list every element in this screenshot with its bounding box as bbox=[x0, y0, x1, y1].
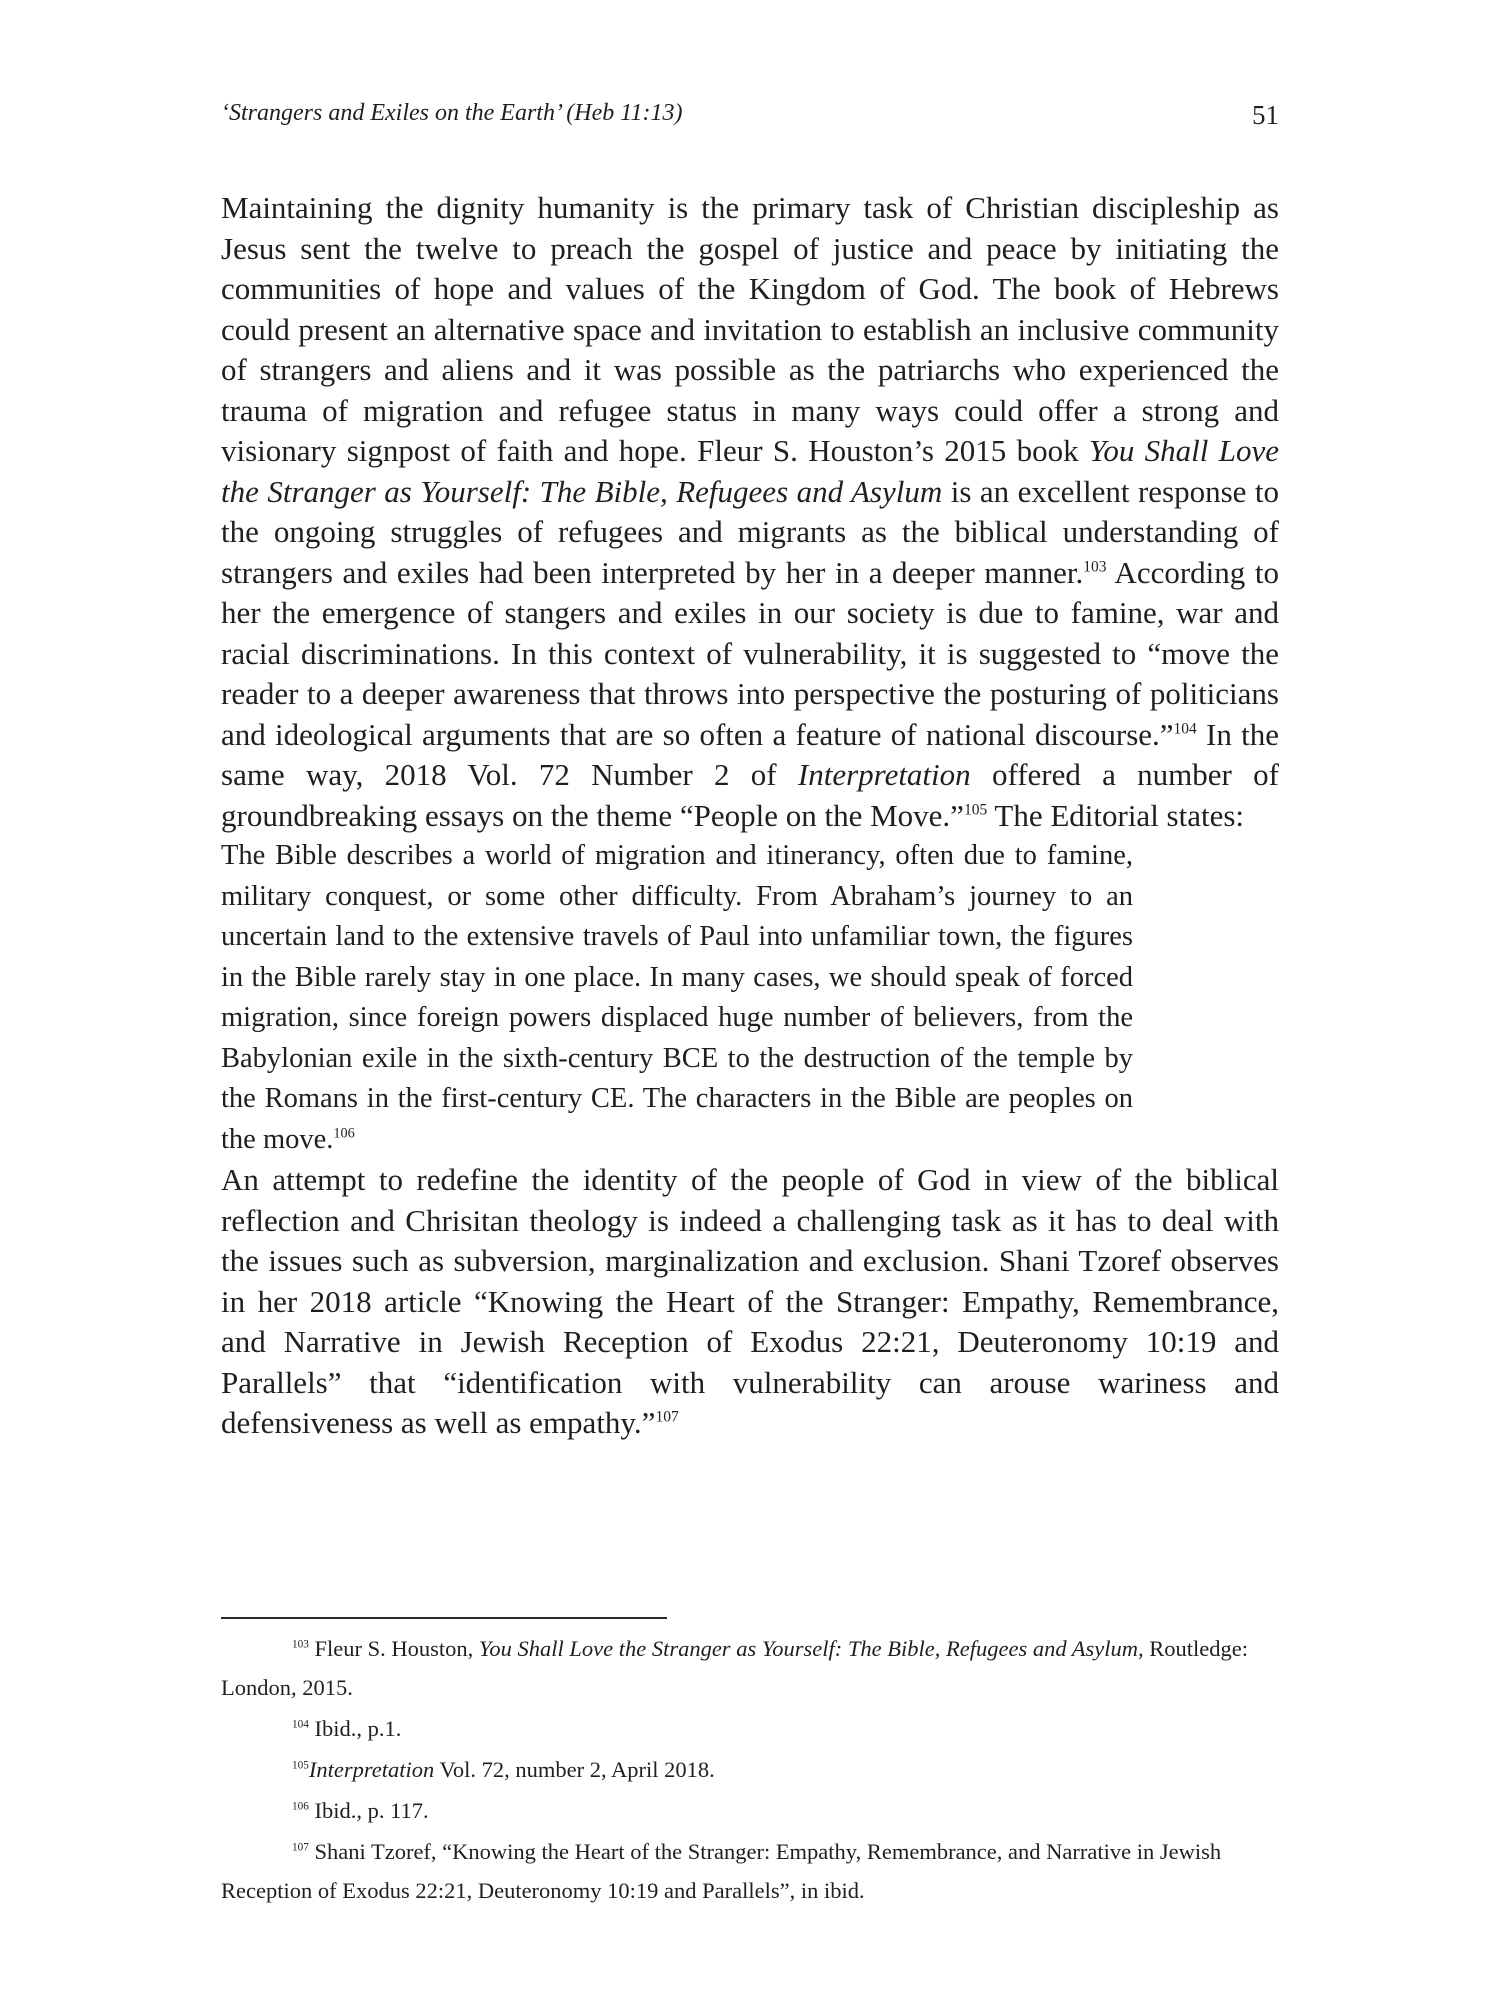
running-title: ‘Strangers and Exiles on the Earth’ (Heb 11:13) bbox=[221, 100, 683, 126]
footnote-ref-104[interactable]: 104 bbox=[1173, 720, 1197, 738]
journal-title: Interpretation bbox=[797, 757, 971, 792]
footnote-107 bbox=[221, 1832, 1279, 1910]
footnote-text: Shani Tzoref, “Knowing the Heart of the Stranger: Empathy, Remembrance, and Narrative in Jewish Reception of Exodus 22:21, Deuteronomy 10:19 and Parallels”, in ibid. bbox=[221, 1839, 1222, 1903]
footnote-103 bbox=[221, 1629, 1279, 1707]
footnote-ref-103[interactable]: 103 bbox=[1083, 558, 1107, 576]
footnote-106 bbox=[221, 1791, 1279, 1830]
paragraph-1-text-e: offered a number of groundbreaking essays on the theme “People on the Move.” bbox=[221, 757, 1279, 833]
footnote-text: Vol. 72, number 2, April 2018. bbox=[434, 1757, 715, 1782]
footnote-number: 104 bbox=[292, 1718, 309, 1731]
book-title: You Shall Love the Stranger as Yourself: The Bible, Refugees and Asylum bbox=[221, 433, 1279, 509]
footnote-text: Ibid., p.1. bbox=[308, 1716, 402, 1741]
main-text bbox=[221, 188, 1279, 1444]
footnote-ref-106[interactable]: 106 bbox=[333, 1125, 355, 1141]
footnote-text: Routledge: London, 2015. bbox=[221, 1636, 1249, 1700]
running-head bbox=[221, 100, 1279, 140]
block-quote bbox=[221, 836, 1133, 1160]
paragraph-2-text: An attempt to redefine the identity of the people of God in view of the biblical reflection and Chrisitan theology is indeed a challenging task as it has to deal with the issues such as subversion, marginalization and exclusion. Shani Tzoref observes in her 2018 article “Knowing the Heart of the Stranger: Empathy, Remembrance, and Narrative in Jewish Reception of Exodus 22:21, Deuteronomy 10:19 and Parallels” that “identification with vulnerability can arouse wariness and defensiveness as well as empathy.” bbox=[221, 1162, 1279, 1440]
footnote-number: 107 bbox=[292, 1841, 309, 1854]
paragraph-1-text-f: The Editorial states: bbox=[987, 797, 1245, 833]
footnote-104 bbox=[221, 1709, 1279, 1748]
paragraph-1 bbox=[221, 188, 1279, 836]
paragraph-1-text-b: is an excellent response to the ongoing struggles of refugees and migrants as the biblical understanding of strangers and exiles had been interpreted by her in a deeper manner. bbox=[221, 473, 1279, 590]
footnote-book-title: You Shall Love the Stranger as Yourself: The Bible, Refugees and Asylum, bbox=[478, 1636, 1144, 1661]
paragraph-2 bbox=[221, 1160, 1279, 1444]
footnote-divider bbox=[221, 1617, 667, 1619]
footnote-number: 106 bbox=[292, 1800, 309, 1813]
page-number: 51 bbox=[1252, 100, 1279, 130]
footnotes bbox=[221, 1629, 1279, 1910]
block-quote-text: The Bible describes a world of migration and itinerancy, often due to famine, military conquest, or some other difficulty. From Abraham’s journey to an uncertain land to the extensive travels of Paul into unfamiliar town, the figures in the Bible rarely stay in one place. In many cases, we should speak of forced migration, since foreign powers displaced huge number of believers, from the Babylonian exile in the sixth-century BCE to the destruction of the temple by the Romans in the first-century CE. The characters in the Bible are peoples on the move. bbox=[221, 840, 1133, 1155]
footnote-text: Fleur S. Houston, bbox=[308, 1636, 479, 1661]
paragraph-1-text-a: Maintaining the dignity humanity is the primary task of Christian discipleship as Jesus sent the twelve to preach the gospel of justice and peace by initiating the communities of hope and values of the Kingdom of God. The book of Hebrews could present an alternative space and invitation to establish an inclusive community of strangers and aliens and it was possible as the patriarchs who experienced the trauma of migration and refugee status in many ways could offer a strong and visionary signpost of faith and hope. Fleur S. Houston’s 2015 book bbox=[221, 190, 1279, 468]
footnote-text: Ibid., p. 117. bbox=[308, 1798, 429, 1823]
footnote-ref-105[interactable]: 105 bbox=[963, 801, 988, 819]
footnote-journal-title: Interpretation bbox=[308, 1757, 435, 1782]
paragraph-1-text-d: In the same way, 2018 Vol. 72 Number 2 of bbox=[221, 716, 1279, 792]
footnote-number: 105 bbox=[292, 1759, 309, 1772]
footnote-number: 103 bbox=[292, 1638, 309, 1651]
footnote-ref-107[interactable]: 107 bbox=[655, 1408, 679, 1426]
footnote-105 bbox=[221, 1750, 1279, 1789]
paragraph-1-text-c: According to her the emergence of stangers and exiles in our society is due to famine, war and racial discriminations. In this context of vulnerability, it is suggested to “move the reader to a deeper awareness that throws into perspective the posturing of politicians and ideological arguments that are so often a feature of national discourse.” bbox=[221, 554, 1279, 752]
